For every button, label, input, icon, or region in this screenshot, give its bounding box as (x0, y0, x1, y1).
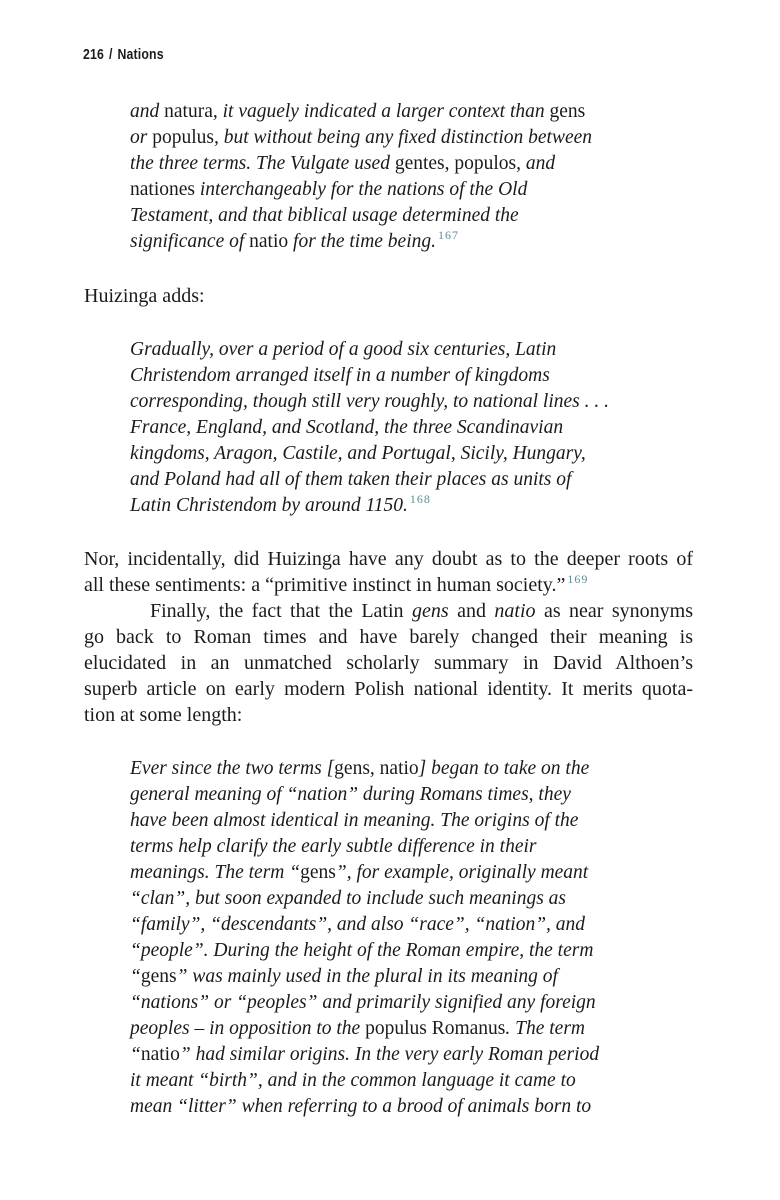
quote-line: Ever since the two terms [gens, natio] began to take on the (130, 758, 590, 779)
quote-line: meanings. The term “gens”, for example, originally meant (130, 862, 589, 883)
body-line: all these sentiments: a “primitive instinct in human society.” $^{169}$ (84, 572, 589, 596)
quote-line: nationes interchangeably for the nations of the Old (130, 179, 528, 200)
quote-line: it meant “birth”, and in the common language it came to (130, 1070, 576, 1091)
quote-line: Gradually, over a period of a good six centuries, Latin (130, 339, 557, 360)
quote-line: “people”. During the height of the Roman empire, the term (130, 940, 594, 961)
footnote-ref-169[interactable]: 169 (567, 572, 589, 586)
quote-line: “nations” or “peoples” and primarily signified any foreign (130, 992, 596, 1013)
quote-line: “clan”, but soon expanded to include such meanings as (130, 888, 566, 909)
body-line: Finally, the fact that the Latin gens and natio as near synonyms (150, 600, 693, 622)
body-line: tion at some length: (84, 704, 243, 726)
body-line: Nor, incidentally, did Huizinga have any doubt as to the deeper roots of (84, 548, 693, 570)
body-line: superb article on early modern Polish national identity. It merits quota- (84, 678, 693, 700)
quote-line: significance of natio for the time being. $^{167}$ (130, 228, 460, 252)
quote-line: kingdoms, Aragon, Castile, and Portugal, Sicily, Hungary, (130, 443, 586, 464)
quote-line: Latin Christendom by around 1150. $^{168}$ (130, 492, 431, 516)
quote-line: or populus, but without being any fixed distinction between (130, 127, 593, 148)
footnote-ref-168[interactable]: 168 (409, 492, 431, 506)
quote-line: Christendom arranged itself in a number of kingdoms (130, 365, 550, 386)
quote-line: France, England, and Scotland, the three Scandinavian (130, 417, 564, 438)
section-title: Nations (117, 46, 164, 63)
page-number: 216 (83, 46, 105, 63)
header-separator: / (108, 46, 113, 63)
paragraph-huizinga-adds: Huizinga adds: (84, 285, 205, 307)
quote-line: and Poland had all of them taken their places as units of (130, 469, 572, 490)
quote-line: corresponding, though still very roughly, to national lines . . . (130, 391, 609, 412)
running-head (83, 46, 164, 63)
quote-line: Testament, and that biblical usage determined the (130, 205, 519, 226)
footnote-ref-167[interactable]: 167 (438, 228, 460, 242)
quote-line: and natura, it vaguely indicated a larger context than gens (130, 101, 586, 122)
body-line: elucidated in an unmatched scholarly summary in David Althoen’s (84, 652, 693, 674)
quote-line: have been almost identical in meaning. The origins of the (130, 810, 579, 831)
quote-line: “natio” had similar origins. In the very early Roman period (130, 1044, 600, 1065)
quote-line: general meaning of “nation” during Romans times, they (130, 784, 571, 805)
quote-line: “family”, “descendants”, and also “race”, “nation”, and (130, 914, 586, 935)
quote-line: “gens” was mainly used in the plural in its meaning of (130, 966, 558, 987)
quote-line: the three terms. The Vulgate used gentes, populos, and (130, 153, 556, 174)
quote-line: mean “litter” when referring to a brood of animals born to (130, 1096, 592, 1117)
quote-line: terms help clarify the early subtle difference in their (130, 836, 537, 857)
body-line: go back to Roman times and have barely changed their meaning is (84, 626, 693, 648)
quote-line: peoples – in opposition to the populus Romanus. The term (130, 1018, 586, 1039)
